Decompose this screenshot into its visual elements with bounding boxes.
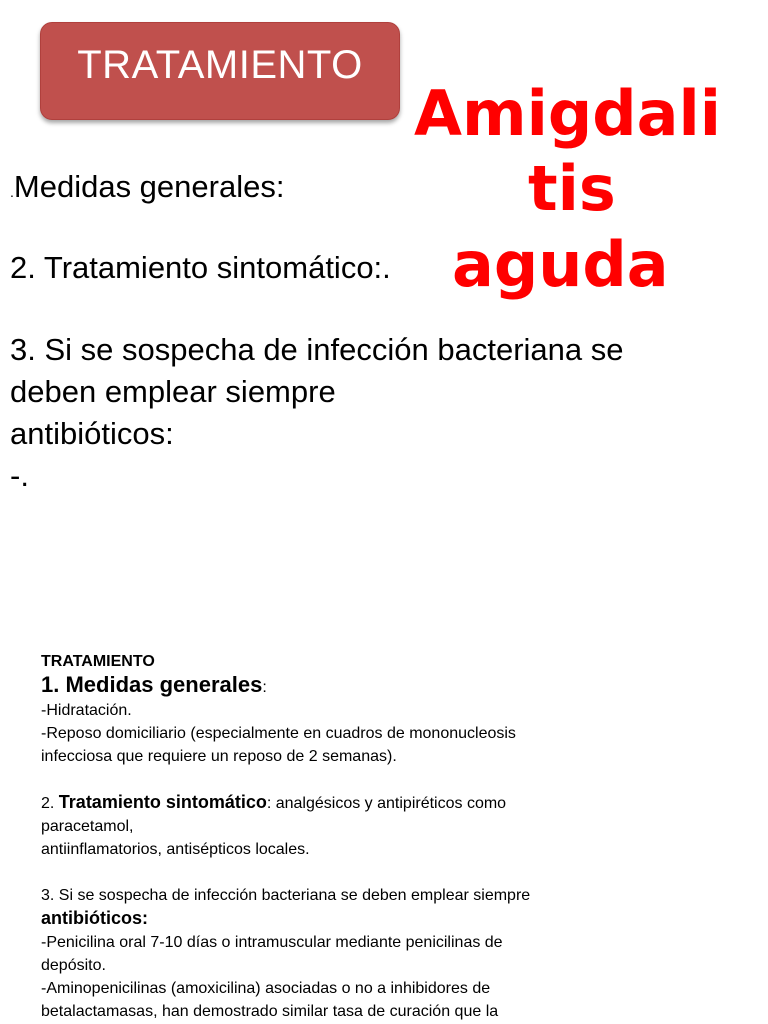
section-3-line-5: -Aminopenicilinas (amoxicilina) asociadas o no a inhibidores de	[41, 980, 491, 997]
title-line-2: tis	[528, 152, 616, 225]
section-1-line-1: -Hidratación.	[41, 702, 132, 719]
section-3-line-4: depósito.	[41, 957, 106, 974]
slide-item-3-line-1: 3. Si se sospecha de infección bacteriana se	[10, 332, 624, 367]
title-line-3: aguda	[452, 228, 669, 301]
section-3-line-3: -Penicilina oral 7-10 días o intramuscular mediante penicilinas de	[41, 934, 503, 951]
slide-item-2: 2. Tratamiento sintomático:.	[10, 250, 391, 285]
item-1-prefix: .	[10, 184, 14, 200]
tratamiento-tag	[40, 22, 400, 120]
section-1-colon: :	[262, 679, 267, 696]
section-3-line-6: betalactamasas, han demostrado similar tasa de curación que la	[41, 1003, 499, 1020]
section-1-title	[41, 672, 741, 699]
section-1-line-3: infecciosa que requiere un reposo de 2 semanas).	[41, 748, 397, 765]
slide-item-3-line-4: -.	[10, 458, 29, 493]
tag-label: TRATAMIENTO	[77, 42, 363, 87]
section-2-prefix: 2.	[41, 795, 59, 812]
section-2-rest: : analgésicos y antipiréticos como	[266, 795, 507, 812]
section-3-line-1: 3. Si se sospecha de infección bacteriana se deben emplear siempre	[41, 887, 531, 904]
section-2-line-3: antiinflamatorios, antisépticos locales.	[41, 841, 310, 858]
section-1-line-2: -Reposo domiciliario (especialmente en cuadros de mononucleosis	[41, 725, 516, 742]
slide-item-1	[10, 167, 284, 212]
spacer	[41, 768, 741, 791]
item-1-text: Medidas generales:	[13, 169, 285, 204]
slide-item-3-line-2: deben emplear siempre	[10, 374, 336, 409]
section-2-bold: Tratamiento sintomático	[58, 792, 267, 812]
section-3-bold: antibióticos:	[41, 908, 148, 928]
section-1-title-text: 1. Medidas generales	[41, 672, 263, 697]
spacer	[41, 861, 741, 884]
title-line-1: Amigdali	[414, 77, 721, 150]
section-2-line-1	[41, 791, 741, 815]
section-3-line-2	[41, 907, 741, 931]
doc-heading: TRATAMIENTO	[41, 653, 155, 670]
section-2-line-2: paracetamol,	[41, 818, 134, 835]
slide-item-3-line-3: antibióticos:	[10, 416, 174, 451]
document-text	[41, 652, 741, 1023]
